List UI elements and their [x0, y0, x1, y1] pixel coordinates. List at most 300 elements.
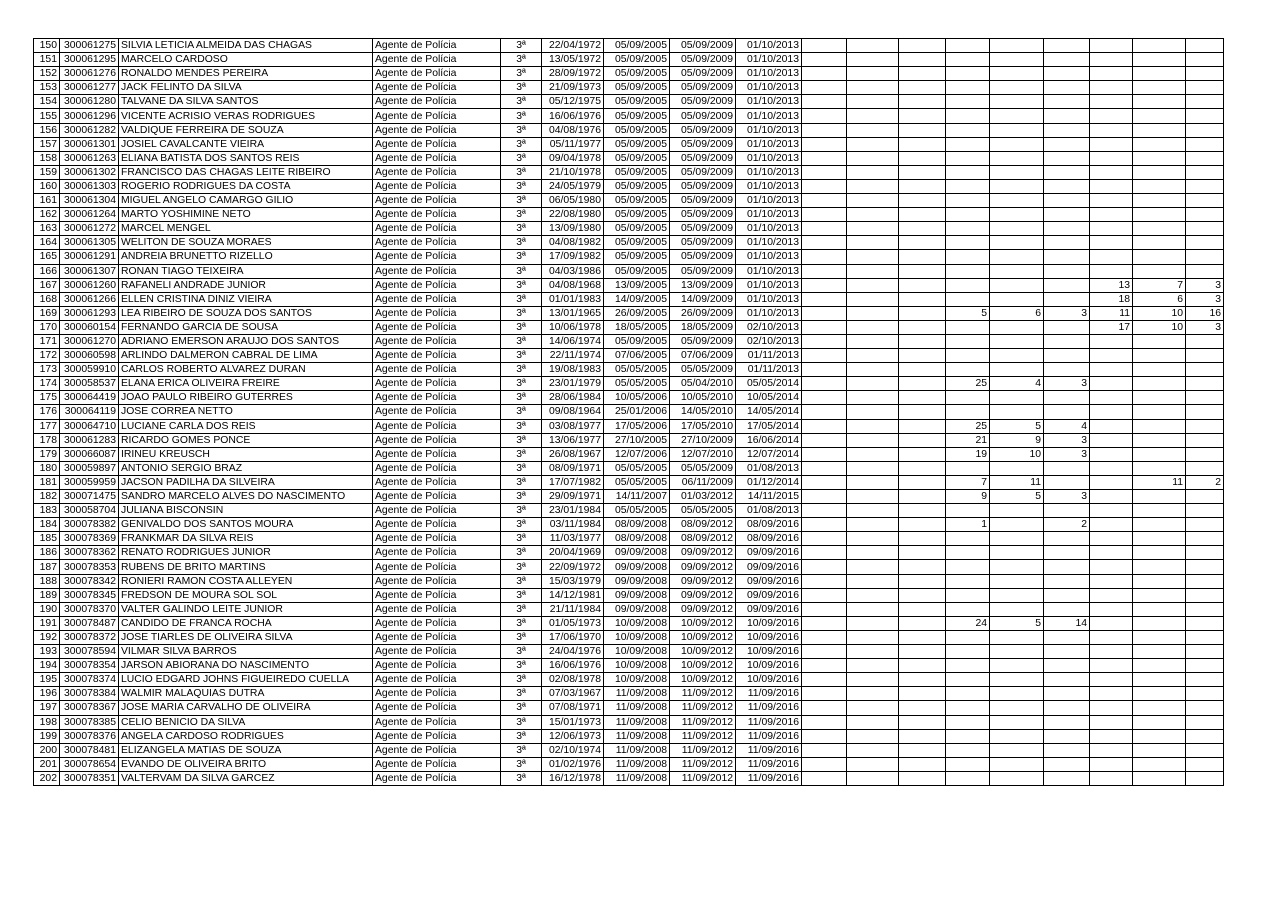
cell-col-11 — [847, 687, 899, 701]
cell-date-3: 05/09/2009 — [670, 39, 736, 53]
cell-date-3: 07/06/2009 — [670, 349, 736, 363]
cell-col-15 — [1044, 715, 1090, 729]
cell-col-12 — [899, 447, 946, 461]
cell-col-11 — [847, 645, 899, 659]
cell-class: 3ª — [501, 391, 542, 405]
cell-col-16 — [1090, 546, 1133, 560]
cell-col-12 — [899, 518, 946, 532]
cell-col-11 — [847, 109, 899, 123]
cell-col-14 — [990, 208, 1044, 222]
cell-registration-number: 300061302 — [60, 165, 119, 179]
table-row — [34, 377, 1224, 391]
cell-col-18 — [1186, 81, 1224, 95]
cell-col-17 — [1133, 574, 1186, 588]
cell-class: 3ª — [501, 433, 542, 447]
cell-col-15 — [1044, 701, 1090, 715]
cell-date-4: 16/06/2014 — [736, 433, 802, 447]
cell-col-16 — [1090, 250, 1133, 264]
cell-class: 3ª — [501, 490, 542, 504]
cell-admission-date: 08/09/2008 — [604, 518, 670, 532]
cell-registration-number: 300058704 — [60, 504, 119, 518]
cell-col-14 — [990, 236, 1044, 250]
cell-col-13 — [946, 405, 990, 419]
cell-col-13 — [946, 560, 990, 574]
cell-col-17 — [1133, 673, 1186, 687]
cell-admission-date: 05/09/2005 — [604, 137, 670, 151]
cell-registration-number: 300060154 — [60, 320, 119, 334]
cell-class: 3ª — [501, 405, 542, 419]
cell-employee-name: ROGERIO RODRIGUES DA COSTA — [119, 179, 373, 193]
cell-job-title: Agente de Polícia — [373, 349, 501, 363]
cell-col-16 — [1090, 349, 1133, 363]
cell-employee-name: SANDRO MARCELO ALVES DO NASCIMENTO — [119, 490, 373, 504]
cell-col-16 — [1090, 264, 1133, 278]
cell-col-12 — [899, 334, 946, 348]
table-row — [34, 334, 1224, 348]
cell-col-17 — [1133, 729, 1186, 743]
cell-employee-name: FREDSON DE MOURA SOL SOL — [119, 588, 373, 602]
cell-employee-name: JACSON PADILHA DA SILVEIRA — [119, 475, 373, 489]
cell-date-4: 01/10/2013 — [736, 306, 802, 320]
cell-birth-date: 24/05/1979 — [542, 179, 604, 193]
cell-date-3: 18/05/2009 — [670, 320, 736, 334]
table-row — [34, 363, 1224, 377]
cell-registration-number: 300061304 — [60, 194, 119, 208]
cell-col-18 — [1186, 137, 1224, 151]
cell-admission-date: 14/11/2007 — [604, 490, 670, 504]
cell-birth-date: 13/01/1965 — [542, 306, 604, 320]
cell-col-13: 19 — [946, 447, 990, 461]
cell-date-4: 01/10/2013 — [736, 165, 802, 179]
cell-class: 3ª — [501, 278, 542, 292]
cell-birth-date: 08/09/1971 — [542, 461, 604, 475]
cell-col-17 — [1133, 95, 1186, 109]
cell-class: 3ª — [501, 306, 542, 320]
cell-row-number: 181 — [34, 475, 60, 489]
cell-date-4: 01/10/2013 — [736, 39, 802, 53]
cell-col-10 — [802, 588, 847, 602]
cell-row-number: 179 — [34, 447, 60, 461]
cell-col-18 — [1186, 363, 1224, 377]
table-row — [34, 405, 1224, 419]
cell-col-15 — [1044, 504, 1090, 518]
cell-registration-number: 300061277 — [60, 81, 119, 95]
cell-col-16 — [1090, 715, 1133, 729]
cell-col-14 — [990, 67, 1044, 81]
cell-admission-date: 09/09/2008 — [604, 602, 670, 616]
cell-job-title: Agente de Polícia — [373, 461, 501, 475]
cell-class: 3ª — [501, 151, 542, 165]
cell-col-17 — [1133, 123, 1186, 137]
cell-admission-date: 05/05/2005 — [604, 461, 670, 475]
cell-date-4: 10/09/2016 — [736, 645, 802, 659]
cell-col-14 — [990, 95, 1044, 109]
cell-employee-name: ELLEN CRISTINA DINIZ VIEIRA — [119, 292, 373, 306]
cell-col-12 — [899, 236, 946, 250]
cell-job-title: Agente de Polícia — [373, 518, 501, 532]
cell-col-17 — [1133, 391, 1186, 405]
cell-date-4: 17/05/2014 — [736, 419, 802, 433]
cell-birth-date: 23/01/1979 — [542, 377, 604, 391]
table-row — [34, 729, 1224, 743]
cell-col-18 — [1186, 743, 1224, 757]
cell-col-13 — [946, 715, 990, 729]
cell-job-title: Agente de Polícia — [373, 475, 501, 489]
cell-job-title: Agente de Polícia — [373, 602, 501, 616]
cell-col-15 — [1044, 109, 1090, 123]
cell-class: 3ª — [501, 729, 542, 743]
cell-col-15 — [1044, 179, 1090, 193]
cell-employee-name: RENATO RODRIGUES JUNIOR — [119, 546, 373, 560]
cell-class: 3ª — [501, 461, 542, 475]
cell-date-3: 10/09/2012 — [670, 645, 736, 659]
cell-date-4: 01/10/2013 — [736, 151, 802, 165]
cell-col-18 — [1186, 588, 1224, 602]
cell-col-13: 21 — [946, 433, 990, 447]
cell-col-11 — [847, 363, 899, 377]
cell-col-16: 11 — [1090, 306, 1133, 320]
cell-col-14 — [990, 39, 1044, 53]
cell-birth-date: 04/03/1986 — [542, 264, 604, 278]
table-row — [34, 673, 1224, 687]
cell-row-number: 159 — [34, 165, 60, 179]
cell-col-16 — [1090, 363, 1133, 377]
cell-col-18 — [1186, 95, 1224, 109]
cell-col-15 — [1044, 729, 1090, 743]
cell-col-11 — [847, 659, 899, 673]
cell-col-12 — [899, 616, 946, 630]
cell-col-16: 13 — [1090, 278, 1133, 292]
cell-col-14 — [990, 602, 1044, 616]
cell-col-11 — [847, 377, 899, 391]
cell-col-10 — [802, 560, 847, 574]
cell-class: 3ª — [501, 504, 542, 518]
cell-admission-date: 09/09/2008 — [604, 560, 670, 574]
cell-col-10 — [802, 574, 847, 588]
cell-col-10 — [802, 53, 847, 67]
table-row — [34, 306, 1224, 320]
cell-col-14 — [990, 81, 1044, 95]
cell-col-13 — [946, 39, 990, 53]
cell-col-12 — [899, 532, 946, 546]
cell-row-number: 190 — [34, 602, 60, 616]
cell-date-3: 26/09/2009 — [670, 306, 736, 320]
cell-col-10 — [802, 419, 847, 433]
cell-col-11 — [847, 53, 899, 67]
cell-col-15 — [1044, 278, 1090, 292]
cell-col-13: 7 — [946, 475, 990, 489]
cell-col-18 — [1186, 504, 1224, 518]
cell-date-4: 11/09/2016 — [736, 729, 802, 743]
cell-col-14: 6 — [990, 306, 1044, 320]
cell-registration-number: 300078345 — [60, 588, 119, 602]
cell-class: 3ª — [501, 602, 542, 616]
cell-col-11 — [847, 320, 899, 334]
cell-admission-date: 05/05/2005 — [604, 377, 670, 391]
cell-col-11 — [847, 67, 899, 81]
cell-class: 3ª — [501, 292, 542, 306]
table-row — [34, 560, 1224, 574]
cell-admission-date: 12/07/2006 — [604, 447, 670, 461]
cell-admission-date: 11/09/2008 — [604, 687, 670, 701]
cell-birth-date: 15/03/1979 — [542, 574, 604, 588]
cell-employee-name: IRINEU KREUSCH — [119, 447, 373, 461]
cell-col-12 — [899, 363, 946, 377]
cell-col-13 — [946, 264, 990, 278]
cell-employee-name: ANGELA CARDOSO RODRIGUES — [119, 729, 373, 743]
cell-col-10 — [802, 123, 847, 137]
cell-admission-date: 05/05/2005 — [604, 504, 670, 518]
cell-date-4: 09/09/2016 — [736, 574, 802, 588]
cell-col-14 — [990, 532, 1044, 546]
table-row — [34, 278, 1224, 292]
cell-registration-number: 300064710 — [60, 419, 119, 433]
cell-col-11 — [847, 179, 899, 193]
cell-date-4: 10/09/2016 — [736, 659, 802, 673]
cell-class: 3ª — [501, 771, 542, 785]
cell-col-14 — [990, 630, 1044, 644]
cell-col-14 — [990, 363, 1044, 377]
cell-date-3: 11/09/2012 — [670, 757, 736, 771]
cell-col-18 — [1186, 546, 1224, 560]
cell-class: 3ª — [501, 236, 542, 250]
table-row — [34, 574, 1224, 588]
cell-date-4: 09/09/2016 — [736, 560, 802, 574]
cell-col-18 — [1186, 123, 1224, 137]
cell-birth-date: 17/09/1982 — [542, 250, 604, 264]
cell-row-number: 182 — [34, 490, 60, 504]
cell-row-number: 193 — [34, 645, 60, 659]
cell-date-3: 05/09/2009 — [670, 95, 736, 109]
cell-admission-date: 09/09/2008 — [604, 574, 670, 588]
cell-col-13 — [946, 743, 990, 757]
cell-col-18 — [1186, 560, 1224, 574]
cell-row-number: 152 — [34, 67, 60, 81]
cell-registration-number: 300078385 — [60, 715, 119, 729]
cell-col-11 — [847, 137, 899, 151]
cell-job-title: Agente de Polícia — [373, 250, 501, 264]
cell-birth-date: 10/06/1978 — [542, 320, 604, 334]
cell-col-13 — [946, 391, 990, 405]
cell-col-17: 6 — [1133, 292, 1186, 306]
cell-col-17 — [1133, 504, 1186, 518]
table-row — [34, 645, 1224, 659]
cell-registration-number: 300078367 — [60, 701, 119, 715]
cell-col-16 — [1090, 729, 1133, 743]
cell-col-14 — [990, 194, 1044, 208]
cell-col-12 — [899, 729, 946, 743]
cell-employee-name: MIGUEL ANGELO CAMARGO GILIO — [119, 194, 373, 208]
cell-job-title: Agente de Polícia — [373, 574, 501, 588]
cell-col-14 — [990, 151, 1044, 165]
cell-col-13 — [946, 349, 990, 363]
table-row — [34, 123, 1224, 137]
cell-row-number: 188 — [34, 574, 60, 588]
cell-col-13 — [946, 278, 990, 292]
cell-date-4: 01/10/2013 — [736, 264, 802, 278]
cell-col-17 — [1133, 334, 1186, 348]
cell-col-14: 5 — [990, 490, 1044, 504]
cell-col-16 — [1090, 560, 1133, 574]
cell-row-number: 168 — [34, 292, 60, 306]
cell-employee-name: GENIVALDO DOS SANTOS MOURA — [119, 518, 373, 532]
cell-birth-date: 16/06/1976 — [542, 659, 604, 673]
cell-col-16 — [1090, 39, 1133, 53]
cell-class: 3ª — [501, 630, 542, 644]
cell-col-18 — [1186, 630, 1224, 644]
cell-col-17 — [1133, 532, 1186, 546]
cell-col-17: 11 — [1133, 475, 1186, 489]
cell-col-16 — [1090, 645, 1133, 659]
cell-col-17 — [1133, 630, 1186, 644]
cell-col-14 — [990, 546, 1044, 560]
cell-registration-number: 300078374 — [60, 673, 119, 687]
cell-col-18: 16 — [1186, 306, 1224, 320]
cell-col-15: 3 — [1044, 377, 1090, 391]
cell-date-3: 09/09/2012 — [670, 546, 736, 560]
table-row — [34, 433, 1224, 447]
cell-col-13 — [946, 645, 990, 659]
table-row — [34, 532, 1224, 546]
cell-col-17 — [1133, 588, 1186, 602]
cell-admission-date: 26/09/2005 — [604, 306, 670, 320]
cell-col-14: 10 — [990, 447, 1044, 461]
cell-col-10 — [802, 250, 847, 264]
cell-registration-number: 300078654 — [60, 757, 119, 771]
cell-class: 3ª — [501, 39, 542, 53]
cell-col-16 — [1090, 419, 1133, 433]
cell-col-13: 1 — [946, 518, 990, 532]
cell-date-3: 11/09/2012 — [670, 729, 736, 743]
cell-row-number: 191 — [34, 616, 60, 630]
cell-employee-name: VICENTE ACRISIO VERAS RODRIGUES — [119, 109, 373, 123]
cell-job-title: Agente de Polícia — [373, 504, 501, 518]
cell-row-number: 161 — [34, 194, 60, 208]
cell-col-17 — [1133, 151, 1186, 165]
cell-birth-date: 07/08/1971 — [542, 701, 604, 715]
cell-col-15 — [1044, 222, 1090, 236]
cell-date-4: 12/07/2014 — [736, 447, 802, 461]
cell-col-16 — [1090, 757, 1133, 771]
cell-col-18 — [1186, 405, 1224, 419]
cell-birth-date: 22/09/1972 — [542, 560, 604, 574]
cell-col-12 — [899, 151, 946, 165]
cell-col-16: 17 — [1090, 320, 1133, 334]
cell-birth-date: 21/11/1984 — [542, 602, 604, 616]
cell-col-12 — [899, 123, 946, 137]
cell-employee-name: ELIZANGELA MATIAS DE SOUZA — [119, 743, 373, 757]
cell-admission-date: 05/09/2005 — [604, 67, 670, 81]
cell-class: 3ª — [501, 518, 542, 532]
cell-birth-date: 04/08/1976 — [542, 123, 604, 137]
cell-row-number: 198 — [34, 715, 60, 729]
cell-birth-date: 03/11/1984 — [542, 518, 604, 532]
cell-col-13 — [946, 334, 990, 348]
cell-col-15: 3 — [1044, 433, 1090, 447]
cell-job-title: Agente de Polícia — [373, 123, 501, 137]
cell-col-16 — [1090, 659, 1133, 673]
cell-job-title: Agente de Polícia — [373, 292, 501, 306]
cell-col-10 — [802, 306, 847, 320]
cell-col-13 — [946, 151, 990, 165]
cell-job-title: Agente de Polícia — [373, 95, 501, 109]
cell-col-10 — [802, 278, 847, 292]
cell-col-15 — [1044, 250, 1090, 264]
cell-col-14 — [990, 701, 1044, 715]
cell-col-10 — [802, 39, 847, 53]
cell-col-16 — [1090, 67, 1133, 81]
cell-birth-date: 21/10/1978 — [542, 165, 604, 179]
cell-birth-date: 11/03/1977 — [542, 532, 604, 546]
table-row — [34, 616, 1224, 630]
table-row — [34, 349, 1224, 363]
cell-col-15 — [1044, 391, 1090, 405]
cell-col-12 — [899, 687, 946, 701]
cell-job-title: Agente de Polícia — [373, 320, 501, 334]
cell-col-14 — [990, 250, 1044, 264]
cell-col-10 — [802, 701, 847, 715]
cell-col-14 — [990, 391, 1044, 405]
cell-col-14 — [990, 278, 1044, 292]
cell-col-11 — [847, 602, 899, 616]
cell-col-15 — [1044, 165, 1090, 179]
cell-row-number: 164 — [34, 236, 60, 250]
cell-birth-date: 14/06/1974 — [542, 334, 604, 348]
cell-row-number: 192 — [34, 630, 60, 644]
cell-row-number: 174 — [34, 377, 60, 391]
cell-col-11 — [847, 743, 899, 757]
cell-col-12 — [899, 574, 946, 588]
cell-col-13: 24 — [946, 616, 990, 630]
cell-col-17 — [1133, 264, 1186, 278]
cell-registration-number: 300061266 — [60, 292, 119, 306]
cell-admission-date: 05/09/2005 — [604, 95, 670, 109]
cell-col-13 — [946, 67, 990, 81]
cell-col-15 — [1044, 349, 1090, 363]
cell-col-13 — [946, 729, 990, 743]
cell-job-title: Agente de Polícia — [373, 757, 501, 771]
cell-col-11 — [847, 165, 899, 179]
cell-col-14 — [990, 560, 1044, 574]
cell-col-18 — [1186, 208, 1224, 222]
cell-col-13: 5 — [946, 306, 990, 320]
cell-col-15 — [1044, 687, 1090, 701]
cell-date-4: 01/10/2013 — [736, 292, 802, 306]
cell-col-10 — [802, 179, 847, 193]
cell-row-number: 163 — [34, 222, 60, 236]
cell-col-13 — [946, 687, 990, 701]
cell-col-17 — [1133, 53, 1186, 67]
cell-date-3: 11/09/2012 — [670, 687, 736, 701]
cell-registration-number: 300061272 — [60, 222, 119, 236]
cell-date-3: 05/09/2009 — [670, 109, 736, 123]
cell-col-12 — [899, 771, 946, 785]
cell-admission-date: 11/09/2008 — [604, 771, 670, 785]
cell-birth-date: 19/08/1983 — [542, 363, 604, 377]
cell-date-4: 14/05/2014 — [736, 405, 802, 419]
cell-col-15: 14 — [1044, 616, 1090, 630]
cell-col-11 — [847, 504, 899, 518]
cell-col-16 — [1090, 673, 1133, 687]
cell-job-title: Agente de Polícia — [373, 743, 501, 757]
cell-col-11 — [847, 560, 899, 574]
cell-row-number: 165 — [34, 250, 60, 264]
table-row — [34, 757, 1224, 771]
cell-date-4: 14/11/2015 — [736, 490, 802, 504]
cell-registration-number: 300061270 — [60, 334, 119, 348]
cell-col-13 — [946, 363, 990, 377]
cell-col-13 — [946, 95, 990, 109]
